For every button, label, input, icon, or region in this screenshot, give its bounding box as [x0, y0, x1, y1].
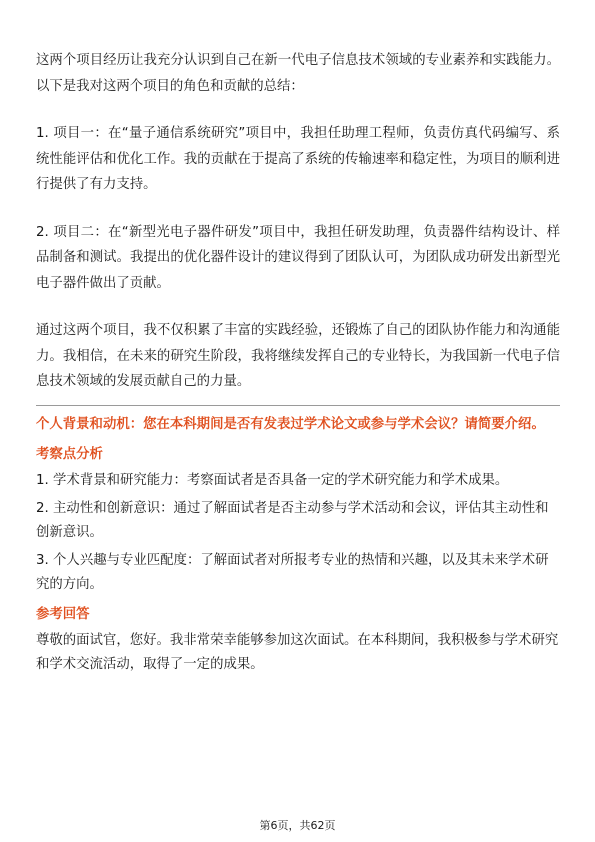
spacer	[36, 296, 560, 318]
conclusion-paragraph: 通过这两个项目，我不仅积累了丰富的实践经验，还锻炼了自己的团队协作能力和沟通能力。我相信，在未来的研究生阶段，我将继续发挥自己的专业特长，为我国新一代电子信息技术领域的发展贡献自己的力量。	[36, 323, 560, 389]
intro-paragraph: 这两个项目经历让我充分认识到自己在新一代电子信息技术领域的专业素养和实践能力。以下是我对这两个项目的角色和贡献的总结：	[36, 53, 560, 94]
document-page	[36, 48, 560, 677]
analysis-item: 1. 学术背景和研究能力：考察面试者是否具备一定的学术研究能力和学术成果。	[36, 472, 509, 488]
spacer	[36, 198, 560, 220]
spacer	[36, 99, 560, 121]
project-one-paragraph: 1. 项目一：在“量子通信系统研究”项目中，我担任助理工程师，负责仿真代码编写、系统性能评估和优化工作。我的贡献在于提高了系统的传输速率和稳定性，为项目的顺利进行提供了有力支持。	[36, 126, 560, 192]
analysis-heading: 考察点分析	[36, 446, 103, 462]
analysis-item: 3. 个人兴趣与专业匹配度：了解面试者对所报考专业的热情和兴趣，以及其未来学术研究的方向。	[36, 552, 549, 592]
project-two-paragraph: 2. 项目二：在“新型光电子器件研发”项目中，我担任研发助理，负责器件结构设计、样品制备和测试。我提出的优化器件设计的建议得到了团队认可，为团队成功研发出新型光电子器件做出了贡献。	[36, 224, 560, 291]
reference-heading: 参考回答	[36, 606, 90, 622]
reference-answer: 尊敬的面试官，您好。我非常荣幸能够参加这次面试。在本科期间，我积极参与学术研究和学术交流活动，取得了一定的成果。	[36, 632, 559, 672]
interview-question: 个人背景和动机：您在本科期间是否有发表过学术论文或参与学术会议？请简要介绍。	[36, 416, 545, 432]
page-number: 第6页，共62页	[259, 819, 336, 832]
analysis-item: 2. 主动性和创新意识：通过了解面试者是否主动参与学术活动和会议，评估其主动性和创新意识。	[36, 500, 549, 540]
section-divider	[36, 405, 560, 406]
